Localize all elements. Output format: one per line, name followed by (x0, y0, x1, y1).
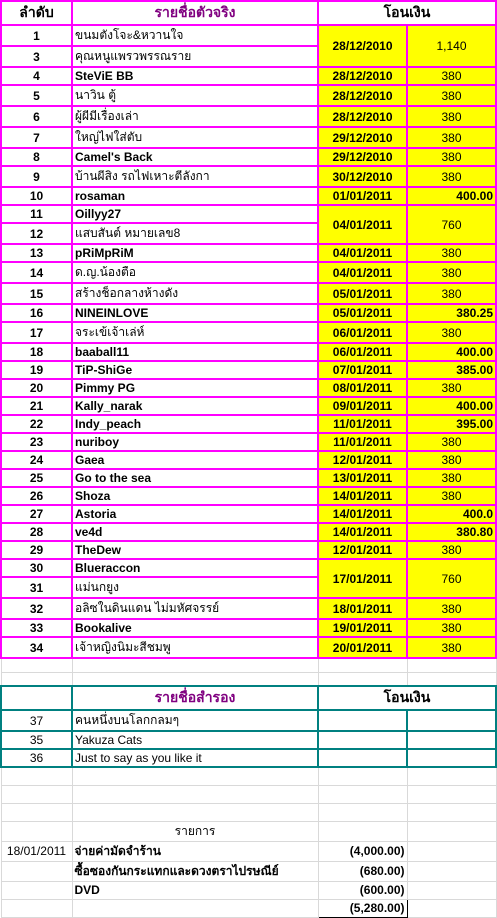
row-number[interactable]: 7 (1, 127, 72, 148)
row-amount[interactable]: 380 (407, 148, 496, 166)
table-row (1, 379, 496, 397)
row-name[interactable]: Astoria (72, 505, 318, 523)
table-row (1, 415, 496, 433)
table-row (1, 523, 496, 541)
row-date[interactable]: 12/01/2011 (318, 541, 407, 559)
reserve-row (1, 749, 496, 767)
row-name[interactable]: Oillyy27 (72, 205, 318, 223)
blank-cell (407, 785, 496, 803)
row-amount[interactable]: 380 (407, 166, 496, 187)
blank-cell (407, 672, 496, 686)
row-amount[interactable]: 380 (407, 85, 496, 106)
row-amount[interactable]: 380 (407, 541, 496, 559)
row-name[interactable]: แสบสันต์ หมายเลข8 (72, 223, 318, 244)
row-amount[interactable]: 380.25 (407, 304, 496, 322)
row-amount[interactable]: 760 (407, 205, 496, 244)
table-row (1, 637, 496, 658)
row-number[interactable]: 18 (1, 343, 72, 361)
row-date[interactable]: 13/01/2011 (318, 469, 407, 487)
expense-label: ซื้อซองกันกระแทกและดวงตราไปรษณีย์ (72, 861, 318, 881)
table-row (1, 304, 496, 322)
row-number[interactable]: 26 (1, 487, 72, 505)
blank-cell (1, 767, 72, 785)
row-amount[interactable]: 380 (407, 106, 496, 127)
blank-cell (407, 821, 496, 841)
row-number[interactable]: 34 (1, 637, 72, 658)
row-date[interactable]: 28/12/2010 (318, 67, 407, 85)
blank-cell (72, 658, 318, 672)
row-amount[interactable]: 380 (407, 619, 496, 637)
reserve-date[interactable] (318, 731, 407, 749)
blank-cell (1, 899, 72, 917)
row-date[interactable]: 29/12/2010 (318, 127, 407, 148)
row-name[interactable]: TiP-ShiGe (72, 361, 318, 379)
blank-cell (407, 767, 496, 785)
table-row (1, 262, 496, 283)
table-row (1, 187, 496, 205)
row-name[interactable]: Go to the sea (72, 469, 318, 487)
row-number[interactable]: 23 (1, 433, 72, 451)
row-date[interactable]: 04/01/2011 (318, 262, 407, 283)
row-number[interactable]: 8 (1, 148, 72, 166)
expense-date (1, 861, 72, 881)
blank-cell (318, 785, 407, 803)
row-date[interactable]: 08/01/2011 (318, 379, 407, 397)
row-name[interactable]: จระเข้เจ้าเล่ห์ (72, 322, 318, 343)
expense-amount: (4,000.00) (318, 841, 407, 861)
main-header-row (1, 1, 496, 25)
row-number[interactable]: 22 (1, 415, 72, 433)
row-amount[interactable]: 400.00 (407, 397, 496, 415)
table-row (1, 397, 496, 415)
row-number[interactable]: 28 (1, 523, 72, 541)
row-name[interactable]: pRiMpRiM (72, 244, 318, 262)
table-row (1, 127, 496, 148)
row-name[interactable]: ใหญ่ไฟใส่ตับ (72, 127, 318, 148)
row-number[interactable]: 32 (1, 598, 72, 619)
blank-cell (1, 803, 72, 821)
row-number[interactable]: 10 (1, 187, 72, 205)
row-amount[interactable]: 760 (407, 559, 496, 598)
row-date[interactable]: 28/12/2010 (318, 106, 407, 127)
blank-cell (407, 881, 496, 899)
row-number[interactable]: 31 (1, 577, 72, 598)
header-col-transfer[interactable]: โอนเงิน (318, 1, 496, 25)
row-name[interactable]: ด.ญ.น้องตือ (72, 262, 318, 283)
row-number[interactable]: 20 (1, 379, 72, 397)
row-number[interactable]: 19 (1, 361, 72, 379)
table-row (1, 343, 496, 361)
row-amount[interactable]: 1,140 (407, 25, 496, 67)
row-name[interactable]: สร้างช็อกลางห้างดัง (72, 283, 318, 304)
expenses-title: รายการ (72, 821, 318, 841)
header-col-no[interactable]: ลำดับ (1, 1, 72, 25)
row-date[interactable]: 01/01/2011 (318, 187, 407, 205)
expense-date: 18/01/2011 (1, 841, 72, 861)
row-amount[interactable]: 380 (407, 433, 496, 451)
reserve-number[interactable]: 37 (1, 710, 72, 731)
row-number[interactable]: 14 (1, 262, 72, 283)
row-number[interactable]: 16 (1, 304, 72, 322)
header-col-name[interactable]: รายชื่อตัวจริง (72, 1, 318, 25)
blank-cell (1, 672, 72, 686)
row-number[interactable]: 25 (1, 469, 72, 487)
row-amount[interactable]: 400.0 (407, 505, 496, 523)
row-date[interactable]: 20/01/2011 (318, 637, 407, 658)
row-date[interactable]: 19/01/2011 (318, 619, 407, 637)
row-date[interactable]: 14/01/2011 (318, 523, 407, 541)
row-amount[interactable]: 380 (407, 283, 496, 304)
row-name[interactable]: Indy_peach (72, 415, 318, 433)
blank-cell (72, 785, 318, 803)
blank-cell (318, 658, 407, 672)
expenses-title-row (1, 821, 496, 841)
expense-label: จ่ายค่ามัดจำร้าน (72, 841, 318, 861)
table-row (1, 85, 496, 106)
blank-row (1, 672, 496, 686)
blank-cell (72, 672, 318, 686)
blank-cell (407, 899, 496, 917)
row-number[interactable]: 1 (1, 25, 72, 46)
reserve-amount[interactable] (407, 731, 496, 749)
row-date[interactable]: 14/01/2011 (318, 505, 407, 523)
row-date[interactable]: 28/12/2010 (318, 85, 407, 106)
blank-cell (72, 803, 318, 821)
blank-cell (407, 803, 496, 821)
row-number[interactable]: 27 (1, 505, 72, 523)
expense-row (1, 881, 496, 899)
expense-amount: (680.00) (318, 861, 407, 881)
blank-cell (1, 821, 72, 841)
row-date[interactable]: 29/12/2010 (318, 148, 407, 166)
reserve-header-transfer[interactable]: โอนเงิน (318, 686, 496, 710)
row-name[interactable]: ผู้ผีมีเรื่องเล่า (72, 106, 318, 127)
row-number[interactable]: 33 (1, 619, 72, 637)
blank-cell (407, 841, 496, 861)
table-row (1, 505, 496, 523)
row-number[interactable]: 12 (1, 223, 72, 244)
reserve-number[interactable]: 35 (1, 731, 72, 749)
row-date[interactable]: 28/12/2010 (318, 25, 407, 67)
table-row (1, 25, 496, 46)
row-name[interactable]: คุณหนูแพรวพรรณราย (72, 46, 318, 67)
row-amount[interactable]: 380 (407, 379, 496, 397)
row-amount[interactable]: 380 (407, 244, 496, 262)
table-row (1, 487, 496, 505)
table-row (1, 451, 496, 469)
row-name[interactable]: Gaea (72, 451, 318, 469)
row-name[interactable]: rosaman (72, 187, 318, 205)
row-number[interactable]: 11 (1, 205, 72, 223)
row-name[interactable]: ve4d (72, 523, 318, 541)
blank-row (1, 803, 496, 821)
row-name[interactable]: นาวิน ตู้ (72, 85, 318, 106)
row-number[interactable]: 13 (1, 244, 72, 262)
blank-cell (72, 899, 318, 917)
row-date[interactable]: 06/01/2011 (318, 343, 407, 361)
row-amount[interactable]: 380 (407, 451, 496, 469)
row-name[interactable]: SteViE BB (72, 67, 318, 85)
row-amount[interactable]: 385.00 (407, 361, 496, 379)
table-row (1, 322, 496, 343)
row-name[interactable]: baaball11 (72, 343, 318, 361)
row-name[interactable]: อลิซในดินแดน ไม่มหัศจรรย์ (72, 598, 318, 619)
row-date[interactable]: 05/01/2011 (318, 304, 407, 322)
row-date[interactable]: 04/01/2011 (318, 205, 407, 244)
blank-cell (318, 672, 407, 686)
row-name[interactable]: Shoza (72, 487, 318, 505)
table-row (1, 541, 496, 559)
reserve-name[interactable]: Just to say as you like it (72, 749, 318, 767)
row-number[interactable]: 30 (1, 559, 72, 577)
table-row (1, 433, 496, 451)
blank-row (1, 767, 496, 785)
blank-cell (318, 767, 407, 785)
table-row (1, 166, 496, 187)
row-date[interactable]: 17/01/2011 (318, 559, 407, 598)
row-name[interactable]: Camel's Back (72, 148, 318, 166)
row-number[interactable]: 5 (1, 85, 72, 106)
table-row (1, 283, 496, 304)
expense-total-row (1, 899, 496, 917)
row-name[interactable]: ขนมตังโจะ&หวานใจ (72, 25, 318, 46)
row-amount[interactable]: 380.80 (407, 523, 496, 541)
reserve-date[interactable] (318, 710, 407, 731)
blank-cell (318, 803, 407, 821)
reserve-header-no (1, 686, 72, 710)
reserve-amount[interactable] (407, 749, 496, 767)
row-amount[interactable]: 380 (407, 322, 496, 343)
row-number[interactable]: 6 (1, 106, 72, 127)
row-amount[interactable]: 380 (407, 598, 496, 619)
row-date[interactable]: 11/01/2011 (318, 433, 407, 451)
row-date[interactable]: 18/01/2011 (318, 598, 407, 619)
row-date[interactable]: 04/01/2011 (318, 244, 407, 262)
expense-date (1, 881, 72, 899)
row-name[interactable]: nuriboy (72, 433, 318, 451)
row-amount[interactable]: 400.00 (407, 187, 496, 205)
table-row (1, 361, 496, 379)
row-number[interactable]: 24 (1, 451, 72, 469)
table-row (1, 559, 496, 577)
row-name[interactable]: TheDew (72, 541, 318, 559)
blank-row (1, 785, 496, 803)
expense-label: DVD (72, 881, 318, 899)
row-name[interactable]: Bookalive (72, 619, 318, 637)
expense-amount: (600.00) (318, 881, 407, 899)
blank-cell (72, 767, 318, 785)
row-date[interactable]: 05/01/2011 (318, 283, 407, 304)
table-row (1, 244, 496, 262)
row-amount[interactable]: 380 (407, 67, 496, 85)
table-row (1, 619, 496, 637)
row-name[interactable]: Kally_narak (72, 397, 318, 415)
reserve-number[interactable]: 36 (1, 749, 72, 767)
row-number[interactable]: 4 (1, 67, 72, 85)
blank-cell (1, 785, 72, 803)
table-row (1, 67, 496, 85)
row-name[interactable]: บ้านผีสิง รถไฟเหาะตีลังกา (72, 166, 318, 187)
row-amount[interactable]: 380 (407, 127, 496, 148)
expense-row (1, 841, 496, 861)
row-name[interactable]: เจ้าหญิงนิมะสีชมพู (72, 637, 318, 658)
reserve-row (1, 731, 496, 749)
table-row (1, 106, 496, 127)
blank-cell (407, 861, 496, 881)
row-number[interactable]: 9 (1, 166, 72, 187)
reserve-header-name[interactable]: รายชื่อสำรอง (72, 686, 318, 710)
row-date[interactable]: 12/01/2011 (318, 451, 407, 469)
expense-total: (5,280.00) (318, 899, 407, 917)
row-number[interactable]: 3 (1, 46, 72, 67)
row-date[interactable]: 30/12/2010 (318, 166, 407, 187)
row-name[interactable]: Blueraccon (72, 559, 318, 577)
reserve-row (1, 710, 496, 731)
reserve-amount[interactable] (407, 710, 496, 731)
row-amount[interactable]: 400.00 (407, 343, 496, 361)
row-amount[interactable]: 380 (407, 637, 496, 658)
row-name[interactable]: แม่นกยูง (72, 577, 318, 598)
row-date[interactable]: 14/01/2011 (318, 487, 407, 505)
row-amount[interactable]: 380 (407, 262, 496, 283)
blank-cell (1, 658, 72, 672)
row-number[interactable]: 21 (1, 397, 72, 415)
table-row (1, 148, 496, 166)
row-date[interactable]: 11/01/2011 (318, 415, 407, 433)
row-amount[interactable]: 380 (407, 487, 496, 505)
blank-row (1, 658, 496, 672)
row-date[interactable]: 06/01/2011 (318, 322, 407, 343)
row-amount[interactable]: 380 (407, 469, 496, 487)
table-row (1, 598, 496, 619)
expense-row (1, 861, 496, 881)
row-number[interactable]: 17 (1, 322, 72, 343)
blank-cell (318, 821, 407, 841)
reserve-name[interactable]: Yakuza Cats (72, 731, 318, 749)
reserve-name[interactable]: คนหนึ่งบนโลกกลมๆ (72, 710, 318, 731)
blank-cell (407, 658, 496, 672)
reserve-date[interactable] (318, 749, 407, 767)
row-date[interactable]: 09/01/2011 (318, 397, 407, 415)
row-date[interactable]: 07/01/2011 (318, 361, 407, 379)
row-number[interactable]: 29 (1, 541, 72, 559)
table-row (1, 469, 496, 487)
row-amount[interactable]: 395.00 (407, 415, 496, 433)
row-name[interactable]: NINEINLOVE (72, 304, 318, 322)
row-number[interactable]: 15 (1, 283, 72, 304)
table-row (1, 205, 496, 223)
reserve-header-row (1, 686, 496, 710)
row-name[interactable]: Pimmy PG (72, 379, 318, 397)
